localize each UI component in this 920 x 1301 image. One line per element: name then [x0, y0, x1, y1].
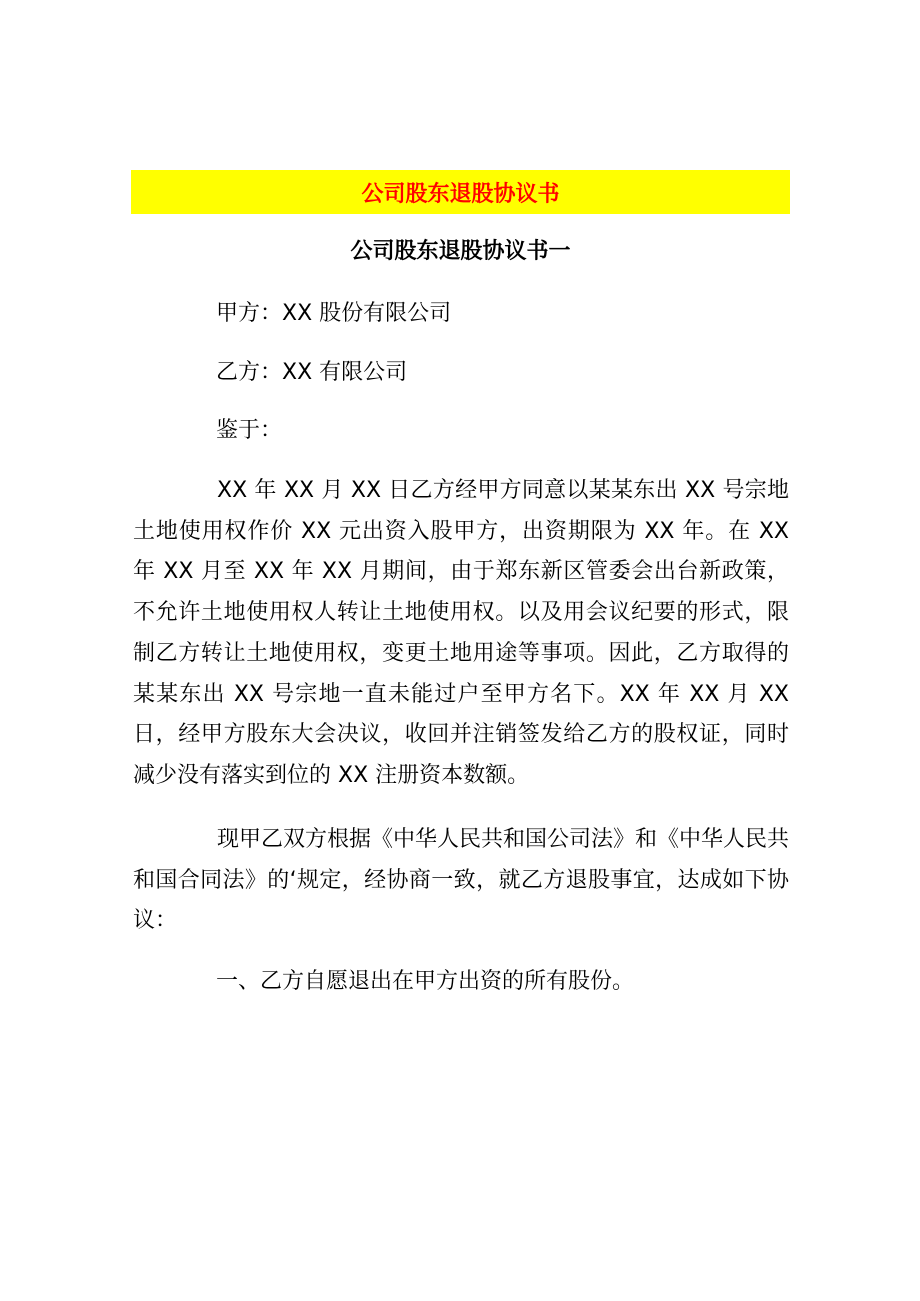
whereas-line: 鉴于：: [216, 418, 283, 443]
agreement-intro-paragraph: 现甲乙双方根据《中华人民共和国公司法》和《中华人民共和国合同法》的‘规定，经协商一致，就乙方退股事宜，达成如下协议：: [133, 827, 790, 934]
document-subtitle: 公司股东退股协议书一: [350, 239, 571, 264]
party-b-line: 乙方：XX 有限公司: [216, 360, 408, 385]
document-title: 公司股东退股协议书: [361, 181, 560, 207]
party-a-line: 甲方：XX 股份有限公司: [216, 301, 452, 326]
background-paragraph: XX 年 XX 月 XX 日乙方经甲方同意以某某东出 XX 号宗地土地使用权作价 XX 元出资入股甲方，出资期限为 XX 年。在 XX 年 XX 月至 XX 年 XX 月期间，由于郑东新区管委会出台新政策，不允许土地使用权人转让土地使用权。以及用会议纪要的形式，限制乙方转让土地使用权，变更土地用途等事项。因此，乙方取得的某某东出 XX 号宗地一直未能过户至甲方名下。XX 年 XX 月 XX 日，经甲方股东大会决议，收回并注销签发给乙方的股权证，同时减少没有落实到位的 XX 注册资本数额。: [133, 478, 789, 788]
clause-1: 一、乙方自愿退出在甲方出资的所有股份。: [216, 969, 635, 994]
title-banner: [131, 170, 790, 214]
